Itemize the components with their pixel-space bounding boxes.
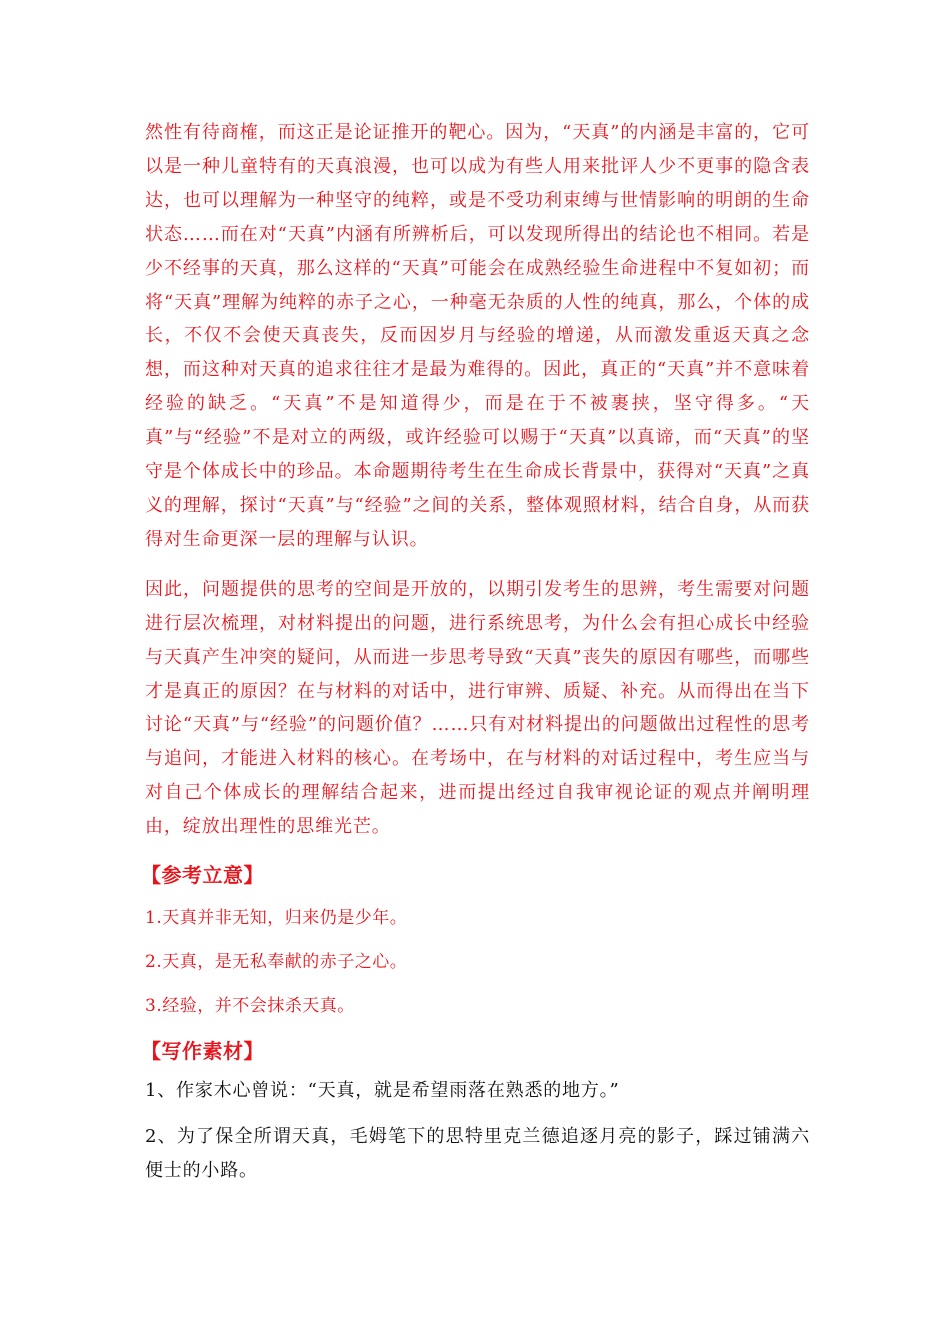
reference-item-3: 3.经验，并不会抹杀天真。 <box>145 996 355 1017</box>
analysis-paragraph-1: 然性有待商榷，而这正是论证推开的靶心。因为，“天真”的内涵是丰富的，它可以是一种儿童特有的天真浪漫，也可以成为有些人用来批评人少不更事的隐含表达，也可以理解为一种坚守的纯粹，或是不受功利束缚与世情影响的明朗的生命状态……而在对“天真”内涵有所辨析后，可以发现所得出的结论也不相同。若是少不经事的天真，那么这样的“天真”可能会在成熟经验生命进程中不复如初；而将“天真”理解为纯粹的赤子之心，一种毫无杂质的人性的纯真，那么，个体的成长，不仅不会使天真丧失，反而因岁月与经验的增递，从而激发重返天真之念想，而这种对天真的追求往往才是最为难得的。因此，真正的“天真”并不意味着经验的缺乏。“天真”不是知道得少，而是在于不被裹挟，坚守得多。“天真”与“经验”不是对立的两级，或许经验可以赐于“天真”以真谛，而“天真”的坚守是个体成长中的珍品。本命题期待考生在生命成长背景中，获得对“天真”之真义的理解，探讨“天真”与“经验”之间的关系，整体观照材料，结合自身，从而获得对生命更深一层的理解与认识。 <box>145 122 810 550</box>
reference-heading: 【参考立意】 <box>141 863 264 888</box>
document-content <box>141 116 810 1188</box>
reference-list <box>145 906 810 1018</box>
analysis-paragraph-2: 因此，问题提供的思考的空间是开放的，以期引发考生的思辨，考生需要对问题进行层次梳理，对材料提出的问题，进行系统思考，为什么会有担心成长中经验与天真产生冲突的疑问，从而进一步思考导致“天真”丧失的原因有哪些，而哪些才是真正的原因？在与材料的对话中，进行审辨、质疑、补充。从而得出在当下讨论“天真”与“经验”的问题价值？……只有对材料提出的问题做出过程性的思考与追问，才能进入材料的核心。在考场中，在与材料的对话过程中，考生应当与对自己个体成长的理解结合起来，进而提出经过自我审视论证的观点并阐明理由，绽放出理性的思维光芒。 <box>145 578 810 838</box>
reference-item-2: 2.天真，是无私奉献的赤子之心。 <box>145 952 408 973</box>
material-item-2: 2、为了保全所谓天真，毛姆笔下的思特里克兰德追逐月亮的影子，踩过铺满六便士的小路。 <box>145 1125 810 1181</box>
material-heading: 【写作素材】 <box>141 1039 264 1064</box>
material-list <box>145 1074 810 1188</box>
reference-item-1: 1.天真并非无知，归来仍是少年。 <box>145 908 408 929</box>
material-item-1: 1、作家木心曾说：“天真，就是希望雨落在熟悉的地方。” <box>145 1080 620 1102</box>
